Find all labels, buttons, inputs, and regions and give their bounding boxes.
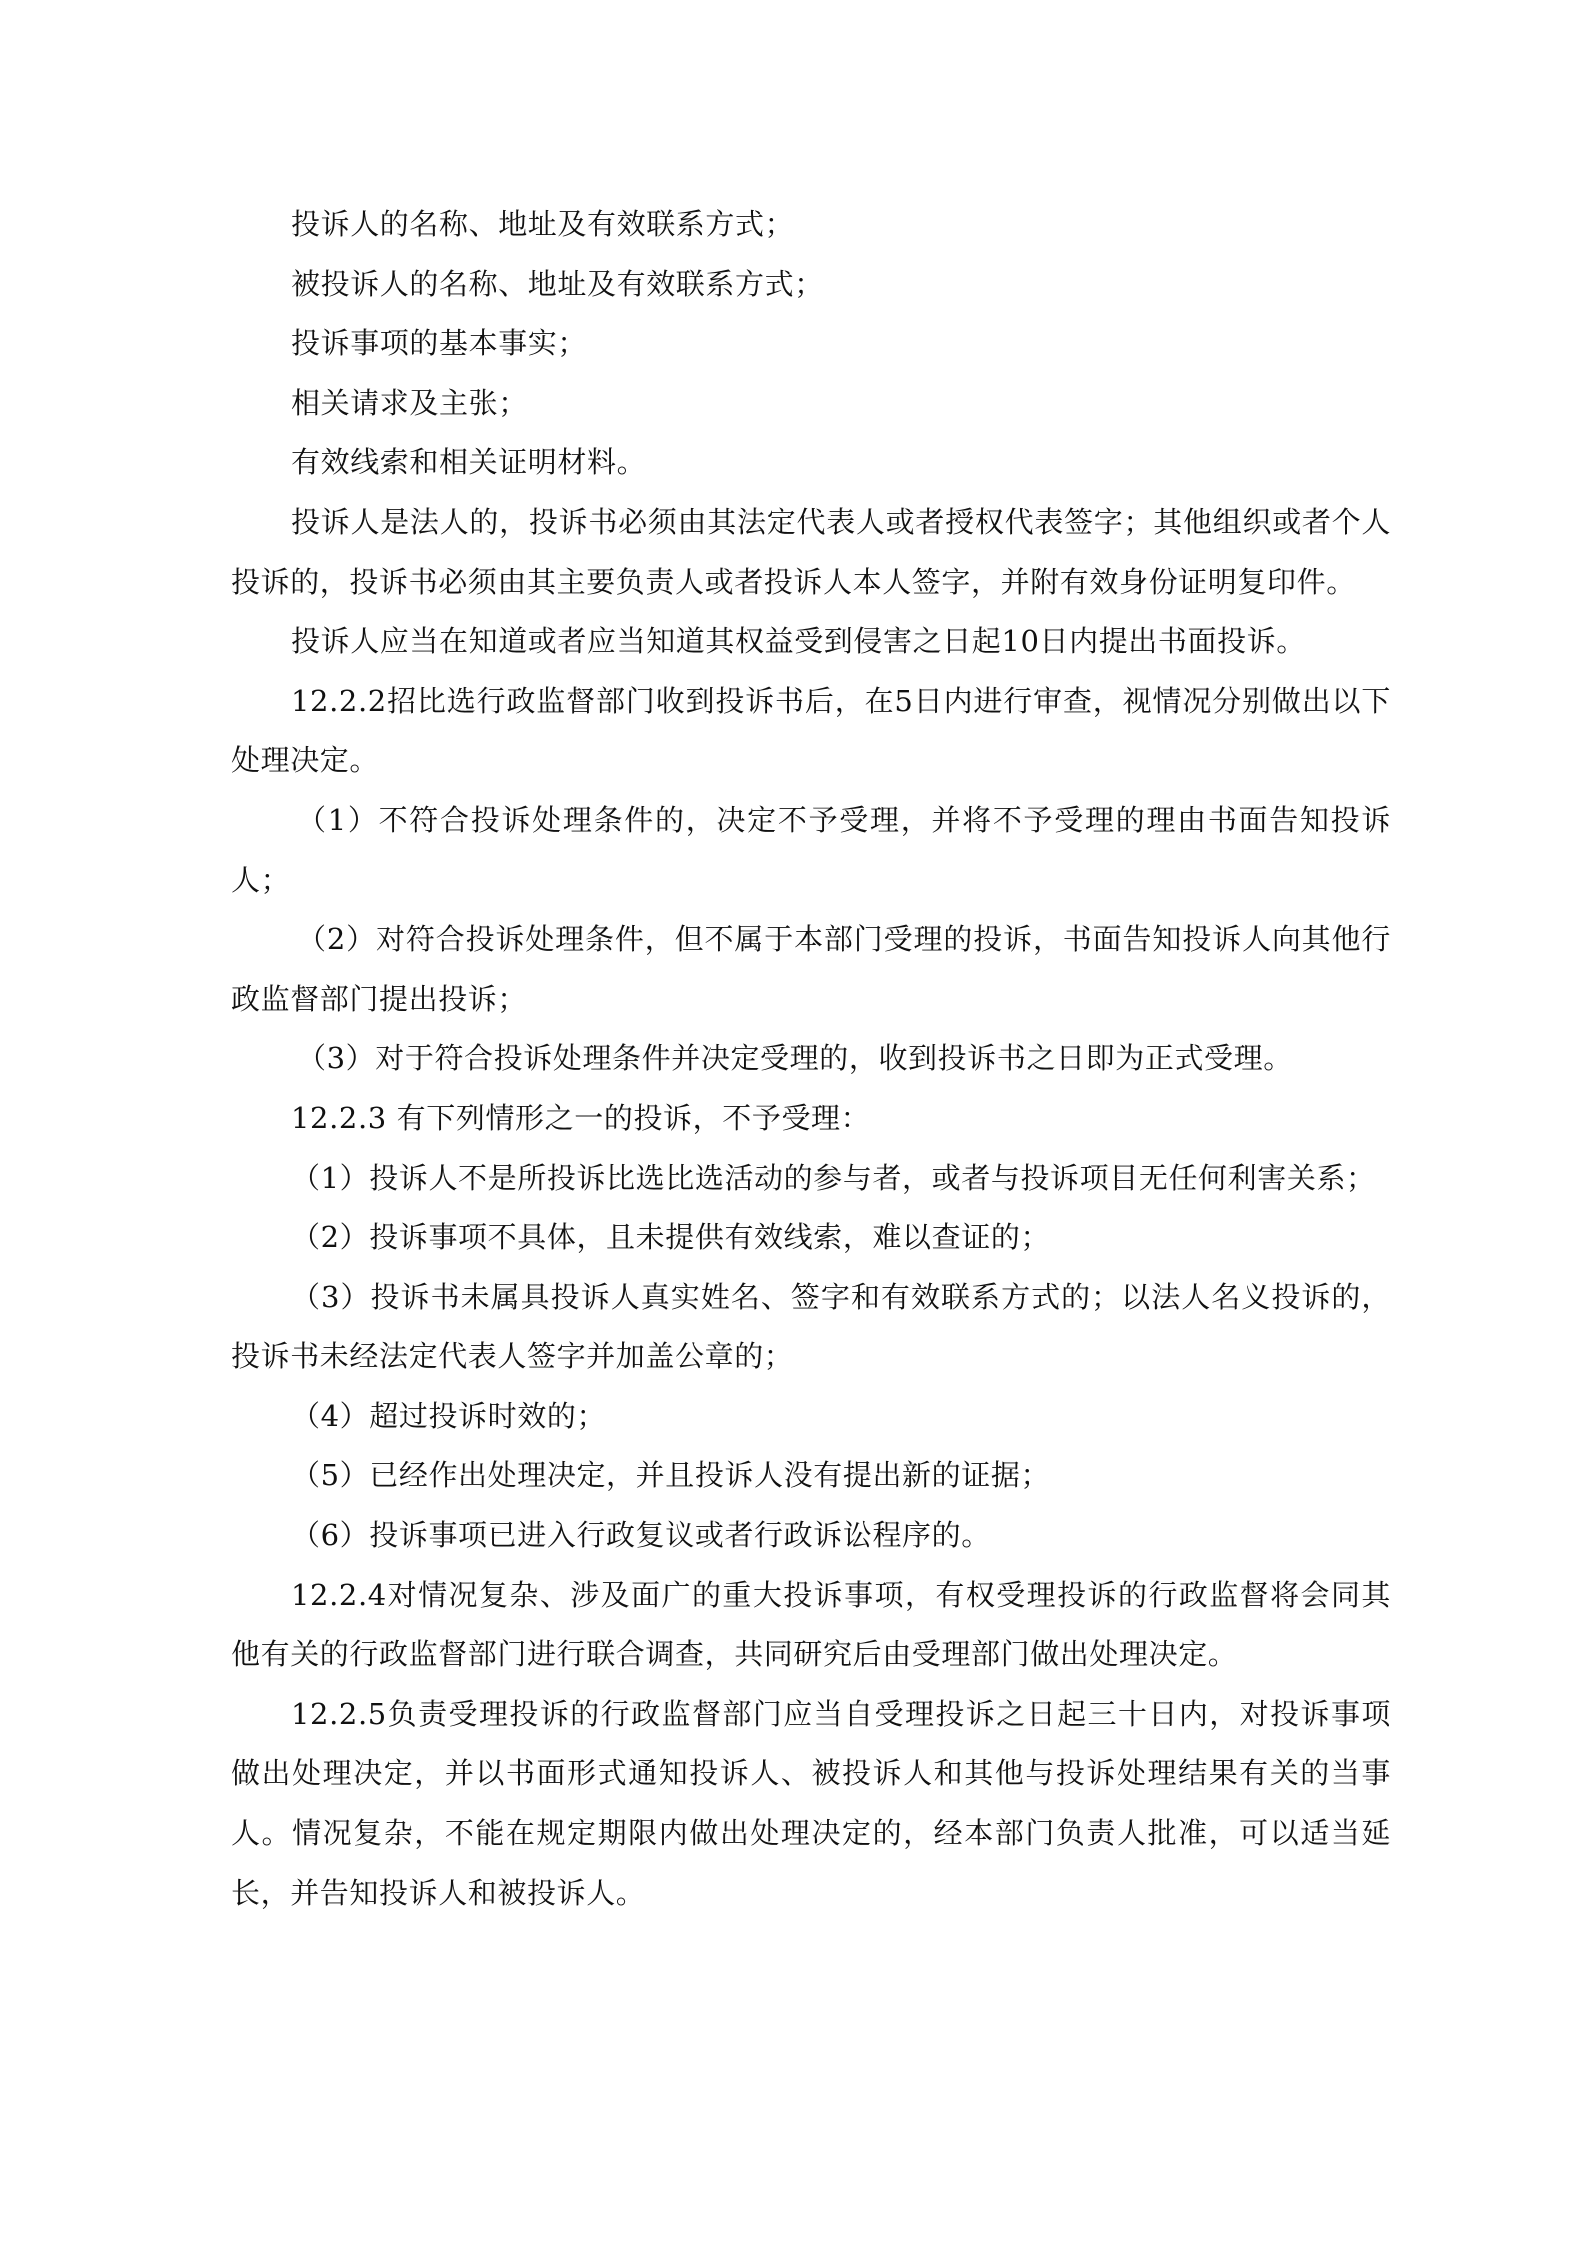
paragraph-12-2-3-item-3: （3）投诉书未属具投诉人真实姓名、签字和有效联系方式的；以法人名义投诉的，投诉书未经法定代表人签字并加盖公章的； xyxy=(231,1279,1391,1374)
paragraph-complainant-info: 投诉人的名称、地址及有效联系方式； xyxy=(291,207,795,241)
paragraph-evidence: 有效线索和相关证明材料。 xyxy=(291,445,647,480)
paragraph-12-2-2-item-2: （2）对符合投诉处理条件，但不属于本部门受理的投诉，书面告知投诉人向其他行政监督部门提出投诉； xyxy=(231,922,1391,1016)
paragraph-basic-facts: 投诉事项的基本事实； xyxy=(291,326,588,361)
paragraph-12-2-2: 12.2.2招比选行政监督部门收到投诉书后，在5日内进行审查，视情况分别做出以下处理决定。 xyxy=(231,683,1391,778)
paragraph-time-limit: 投诉人应当在知道或者应当知道其权益受到侵害之日起10日内提出书面投诉。 xyxy=(291,624,1306,659)
paragraph-respondent-info: 被投诉人的名称、地址及有效联系方式； xyxy=(291,266,824,301)
paragraph-requests: 相关请求及主张； xyxy=(291,385,528,420)
paragraph-12-2-5: 12.2.5负责受理投诉的行政监督部门应当自受理投诉之日起三十日内，对投诉事项做出处理决定，并以书面形式通知投诉人、被投诉人和其他与投诉处理结果有关的当事人。情况复杂，不能在规定期限内做出处理决定的，经本部门负责人批准，可以适当延长，并告知投诉人和被投诉人。 xyxy=(231,1696,1391,1910)
paragraph-12-2-3-item-6: （6）投诉事项已进入行政复议或者行政诉讼程序的。 xyxy=(291,1518,991,1553)
paragraph-12-2-4: 12.2.4对情况复杂、涉及面广的重大投诉事项，有权受理投诉的行政监督将会同其他有关的行政监督部门进行联合调查，共同研究后由受理部门做出处理决定。 xyxy=(231,1577,1391,1672)
document-body xyxy=(231,195,1391,1923)
paragraph-12-2-3-item-4: （4）超过投诉时效的； xyxy=(291,1398,607,1433)
paragraph-signature-requirement: 投诉人是法人的，投诉书必须由其法定代表人或者授权代表签字；其他组织或者个人投诉的，投诉书必须由其主要负责人或者投诉人本人签字，并附有效身份证明复印件。 xyxy=(231,504,1391,599)
paragraph-12-2-3-item-2: （2）投诉事项不具体，且未提供有效线索，难以查证的； xyxy=(291,1220,1051,1255)
paragraph-12-2-2-item-3: （3）对于符合投诉处理条件并决定受理的，收到投诉书之日即为正式受理。 xyxy=(297,1041,1293,1076)
paragraph-12-2-2-item-1: （1）不符合投诉处理条件的，决定不予受理，并将不予受理的理由书面告知投诉人； xyxy=(231,802,1391,897)
paragraph-12-2-3: 12.2.3 有下列情形之一的投诉，不予受理： xyxy=(291,1100,871,1135)
paragraph-12-2-3-item-5: （5）已经作出处理决定，并且投诉人没有提出新的证据； xyxy=(291,1458,1051,1493)
paragraph-12-2-3-item-1: （1）投诉人不是所投诉比选比选活动的参与者，或者与投诉项目无任何利害关系； xyxy=(291,1160,1376,1195)
